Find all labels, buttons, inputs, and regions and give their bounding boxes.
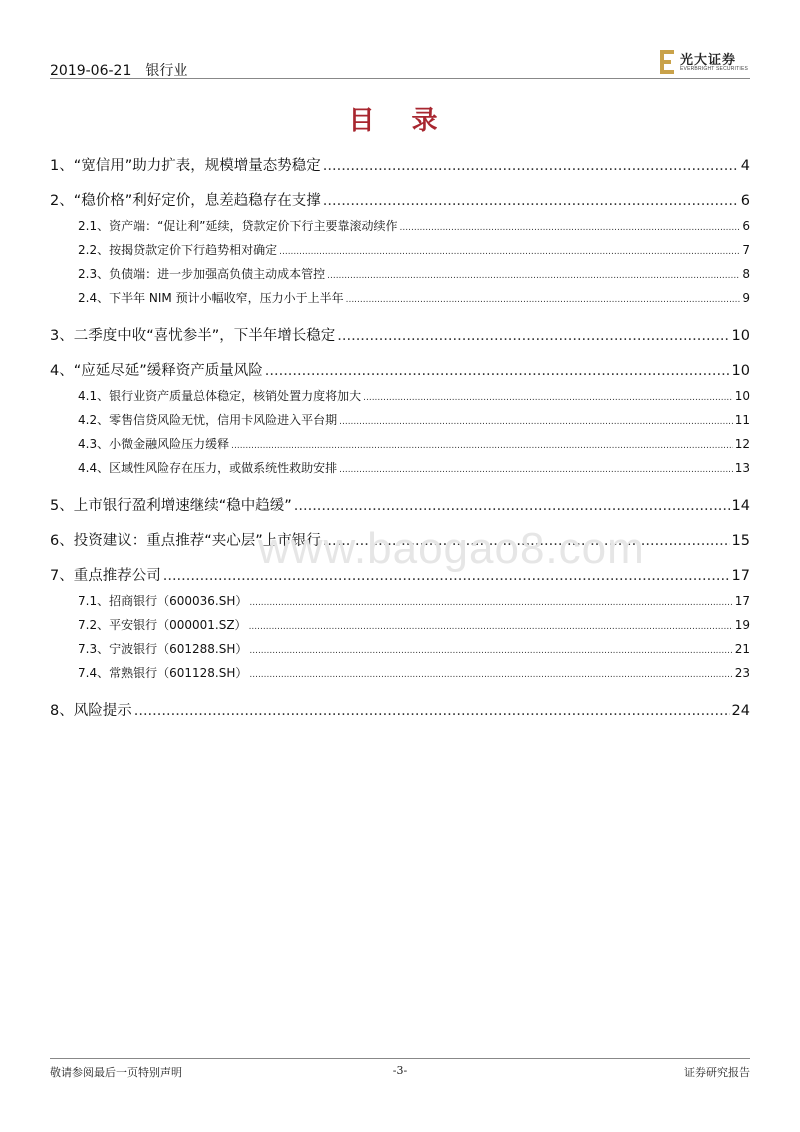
toc-entry-page: 14 <box>731 498 750 514</box>
toc-entry-number: 7.2、 <box>78 618 110 632</box>
toc-entry-page: 4 <box>740 158 750 174</box>
toc-entry-page: 19 <box>734 618 750 632</box>
toc-dot-leader <box>337 328 729 344</box>
toc-entry[interactable] <box>50 564 750 585</box>
toc-entry-page: 24 <box>731 703 750 719</box>
toc-entry-title: “宽信用”助力扩表，规模增量态势稳定 <box>73 158 321 174</box>
toc-dot-leader <box>163 568 730 584</box>
toc-dot-leader <box>327 267 740 281</box>
page-number: -3- <box>392 1064 408 1077</box>
toc-dot-leader <box>339 461 733 475</box>
toc-entry-page: 11 <box>734 413 750 427</box>
toc-entry-number: 4.1、 <box>78 389 110 403</box>
toc-entry-number: 2.2、 <box>78 243 110 257</box>
logo-english-name: EVERBRIGHT SECURITIES <box>680 66 749 72</box>
toc-entry-number: 2.1、 <box>78 219 110 233</box>
toc-dot-leader <box>134 703 730 719</box>
toc-entry-page: 13 <box>734 461 750 475</box>
toc-entry-number: 2、 <box>50 193 74 209</box>
toc-entry[interactable] <box>50 241 750 258</box>
toc-dot-leader <box>294 498 730 514</box>
toc-dot-leader <box>400 219 741 233</box>
toc-entry-number: 7.3、 <box>78 642 110 656</box>
toc-entry[interactable] <box>50 324 750 345</box>
toc-entry[interactable] <box>50 435 750 452</box>
toc-entry-number: 6、 <box>50 533 74 549</box>
logo-chinese-name: 光大证券 <box>680 53 737 68</box>
toc-dot-leader <box>279 243 740 257</box>
toc-dot-leader <box>339 413 733 427</box>
toc-entry-number: 7、 <box>50 568 74 584</box>
toc-entry-page: 9 <box>742 291 750 305</box>
toc-dot-leader <box>323 158 739 174</box>
toc-entry-title: 资产端：“促让利”延续，贷款定价下行主要靠滚动续作 <box>109 219 398 233</box>
toc-entry-page: 21 <box>734 642 750 656</box>
everbright-logo-icon <box>658 48 676 76</box>
toc-entry[interactable] <box>50 265 750 282</box>
toc-entry-title: 招商银行（600036.SH） <box>109 594 248 608</box>
toc-entry-title: 常熟银行（601128.SH） <box>109 666 248 680</box>
toc-entry-page: 15 <box>731 533 750 549</box>
toc-entry[interactable] <box>50 154 750 175</box>
toc-entry-title: 小微金融风险压力缓释 <box>109 437 230 451</box>
toc-entry[interactable] <box>50 640 750 657</box>
toc-dot-leader <box>363 389 733 403</box>
toc-dot-leader <box>323 533 730 549</box>
toc-entry-number: 4、 <box>50 363 74 379</box>
toc-entry[interactable] <box>50 592 750 609</box>
report-type: 证券研究报告 <box>684 1066 750 1079</box>
disclaimer-note: 敬请参阅最后一页特别声明 <box>50 1066 182 1079</box>
toc-entry[interactable] <box>50 664 750 681</box>
toc-entry-page: 7 <box>742 243 750 257</box>
toc-entry-title: 二季度中收“喜忧参半”，下半年增长稳定 <box>73 328 336 344</box>
toc-entry-number: 3、 <box>50 328 74 344</box>
toc-entry-title: 风险提示 <box>73 703 132 719</box>
toc-entry[interactable] <box>50 359 750 380</box>
page-header <box>50 53 750 80</box>
toc-entry-number: 7.4、 <box>78 666 110 680</box>
toc-entry-title: 重点推荐公司 <box>73 568 161 584</box>
toc-dot-leader <box>231 437 733 451</box>
report-date: 2019-06-21 <box>50 63 132 79</box>
header-divider <box>50 78 750 79</box>
toc-dot-leader <box>346 291 741 305</box>
toc-entry[interactable] <box>50 411 750 428</box>
toc-entry-number: 8、 <box>50 703 74 719</box>
toc-entry-number: 4.3、 <box>78 437 110 451</box>
toc-entry-page: 6 <box>740 193 750 209</box>
toc-dot-leader <box>249 618 733 632</box>
toc-entry-title: 零售信贷风险无忧，信用卡风险进入平台期 <box>109 413 338 427</box>
company-logo <box>658 48 750 76</box>
toc-entry-page: 8 <box>742 267 750 281</box>
toc-entry-title: 按揭贷款定价下行趋势相对确定 <box>109 243 278 257</box>
toc-entry-page: 6 <box>742 219 750 233</box>
toc-dot-leader <box>249 642 732 656</box>
toc-entry[interactable] <box>50 189 750 210</box>
toc-entry-page: 10 <box>734 389 750 403</box>
toc-entry-title: 区域性风险存在压力，或做系统性救助安排 <box>109 461 338 475</box>
toc-entry[interactable] <box>50 529 750 550</box>
toc-entry-title: 投资建议：重点推荐“夹心层”上市银行 <box>73 533 321 549</box>
toc-entry[interactable] <box>50 217 750 234</box>
toc-entry-title: 上市银行盈利增速继续“稳中趋缓” <box>73 498 292 514</box>
toc-entry-title: 负债端：进一步加强高负债主动成本管控 <box>109 267 326 281</box>
toc-entry[interactable] <box>50 387 750 404</box>
page-title: 目 录 <box>348 106 452 136</box>
toc-entry-number: 4.2、 <box>78 413 110 427</box>
toc-entry-page: 23 <box>734 666 750 680</box>
toc-entry-title: “稳价格”利好定价，息差趋稳存在支撑 <box>73 193 321 209</box>
footer-divider <box>50 1058 750 1059</box>
toc-entry-page: 10 <box>731 328 750 344</box>
toc-entry-number: 4.4、 <box>78 461 110 475</box>
toc-entry-page: 17 <box>731 568 750 584</box>
toc-entry-number: 2.3、 <box>78 267 110 281</box>
sector-label: 银行业 <box>145 63 188 79</box>
toc-dot-leader <box>249 666 732 680</box>
watermark: www.baogao8.com <box>258 524 645 573</box>
toc-entry-page: 17 <box>734 594 750 608</box>
toc-entry-page: 10 <box>731 363 750 379</box>
toc-entry-number: 2.4、 <box>78 291 110 305</box>
toc-entry[interactable] <box>50 459 750 476</box>
toc-entry-number: 5、 <box>50 498 74 514</box>
toc-entry-title: 宁波银行（601288.SH） <box>109 642 248 656</box>
toc-entry-title: “应延尽延”缓释资产质量风险 <box>73 363 263 379</box>
toc-dot-leader <box>323 193 739 209</box>
toc-entry[interactable] <box>50 494 750 515</box>
toc-dot-leader <box>249 594 732 608</box>
toc-entry-page: 12 <box>734 437 750 451</box>
toc-entry-title: 下半年 NIM 预计小幅收窄，压力小于上半年 <box>109 291 344 305</box>
toc-entry-number: 1、 <box>50 158 74 174</box>
toc-entry-number: 7.1、 <box>78 594 110 608</box>
toc-dot-leader <box>265 363 730 379</box>
toc-entry[interactable] <box>50 616 750 633</box>
toc-entry[interactable] <box>50 699 750 720</box>
toc-entry-title: 平安银行（000001.SZ） <box>109 618 247 632</box>
toc-entry[interactable] <box>50 289 750 306</box>
header-info <box>50 60 187 80</box>
toc-entry-title: 银行业资产质量总体稳定，核销处置力度将加大 <box>109 389 362 403</box>
